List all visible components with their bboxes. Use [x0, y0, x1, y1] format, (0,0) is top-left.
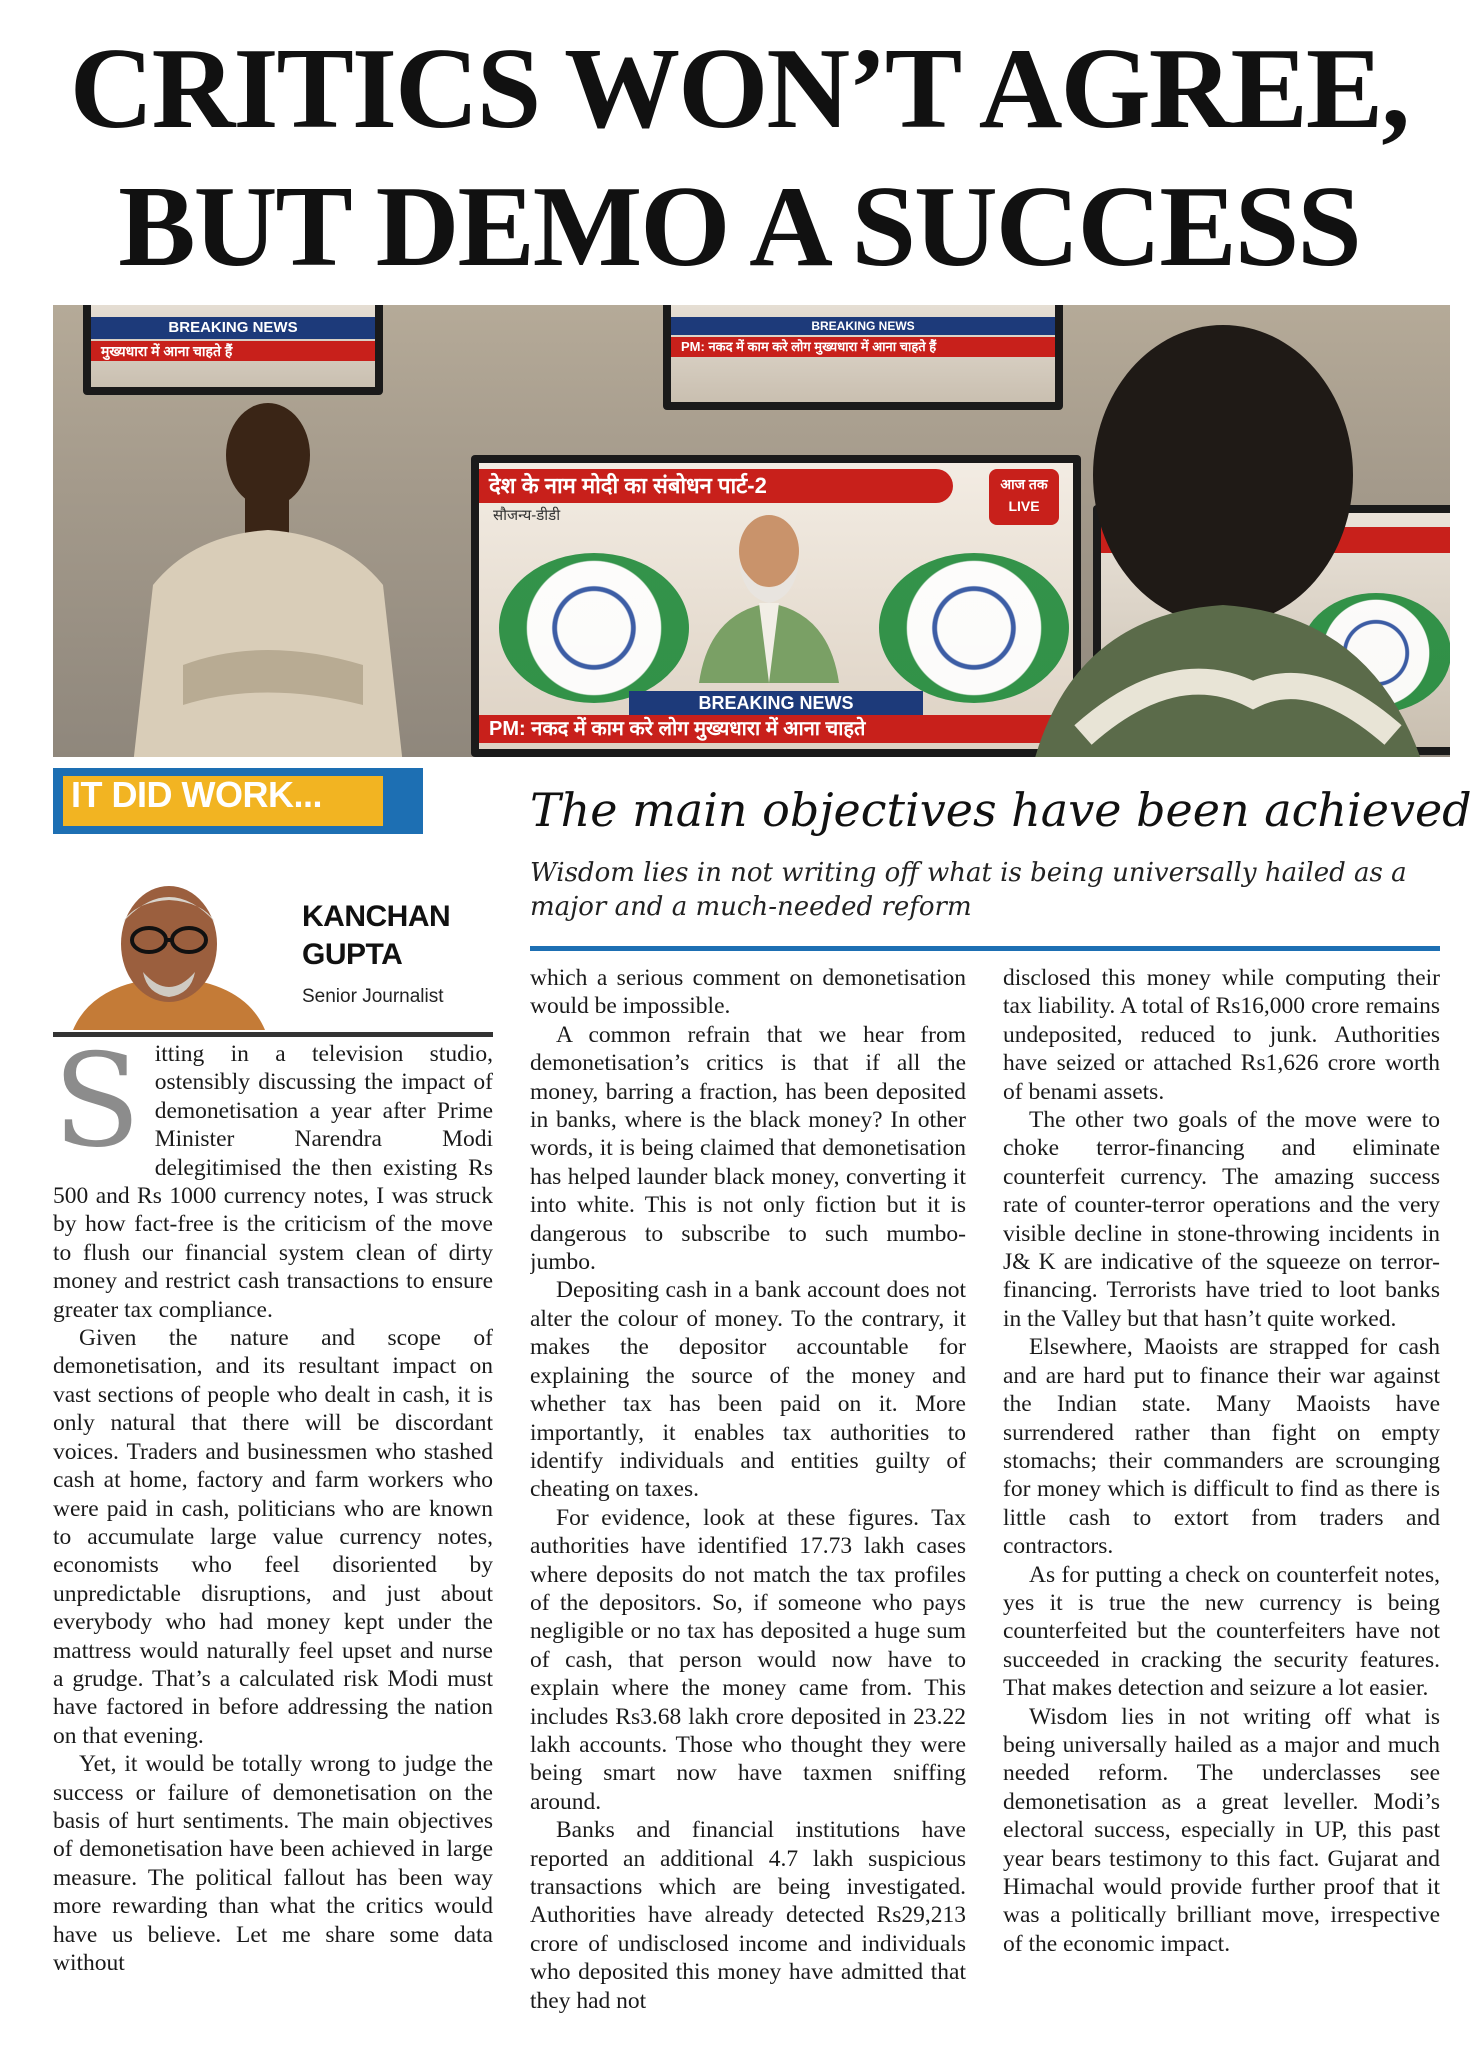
headline-line-1: CRITICS WON’T AGREE, [69, 25, 1409, 153]
author-name-line-1: KANCHAN [302, 900, 451, 933]
paragraph: itting in a television studio, ostensibly discussing the impact of demonetisation a year after Prime Minister Narendra Modi delegitimised the then existing Rs 500 and Rs 1000 currency notes, I was struck by how fact-free is the criticism of the move to flush our financial system clean of dirty money and restrict cash transactions to ensure greater tax compliance. [53, 1041, 493, 1323]
section-tag-label: IT DID WORK... [71, 774, 322, 815]
author-name [302, 898, 450, 974]
headline [0, 20, 1478, 296]
tv-main-logo: आज तक LIVE [989, 469, 1059, 525]
standfirst: Wisdom lies in not writing off what is being universally hailed as a major and a much-needed reform [530, 858, 1407, 922]
paragraph: A common refrain that we hear from demonetisation’s critics is that if all the money, barring a fraction, has been deposited in banks, where is the black money? In other words, it is being claimed that demonetisation has helped launder black money, converting it into white. This is not only fiction but it is dangerous to subscribe to such mumbo-jumbo. [530, 1021, 966, 1276]
paragraph: disclosed this money while computing their tax liability. A total of Rs16,000 crore remains undeposited, reduced to junk. Authorities have seized or attached Rs1,626 crore worth of benami assets. [1003, 965, 1440, 1105]
paragraph: For evidence, look at these figures. Tax authorities have identified 17.73 lakh cases where deposits do not match the tax profiles of the depositors. So, if someone who pays negligible or no tax has deposited a huge sum of cash, that person would now have to explain where the money came from. This includes Rs3.68 lakh crore deposited in 23.22 lakh accounts. Those who thought they were being smart now have taxmen sniffing around. [530, 1504, 966, 1815]
tv-top-left-ticker: मुख्यधारा में आना चाहते हैं [91, 341, 375, 361]
section-tag [53, 768, 423, 834]
paragraph: Banks and financial institutions have reported an additional 4.7 lakh suspicious transactions which are being investigated. Authorities have already detected Rs29,213 crore of undisclosed income and individuals who deposited this money have admitted that they had not [530, 1817, 966, 2014]
article-column-3 [1003, 964, 1440, 2044]
speaker-figure [669, 503, 869, 683]
paragraph: Yet, it would be totally wrong to judge the success or failure of demonetisation on the basis of hurt sentiments. The main objectives of demonetisation have been achieved in large measure. The political fallout has been way more rewarding than what the critics would have us believe. Let me share some data without [53, 1751, 493, 1976]
paragraph: Wisdom lies in not writing off what is being universally hailed as a major and much needed reform. The underclasses see demonetisation as a great leveller. Modi’s electoral success, especially in UP, this past year bears testimony to this fact. Gujarat and Himachal would provide further proof that it was a politically brilliant move, irrespective of the economic impact. [1003, 1703, 1440, 1957]
tv-main-screen [479, 463, 1073, 749]
drop-cap: S [53, 1040, 141, 1176]
tv-main-header: देश के नाम मोदी का संबोधन पार्ट-2 [479, 469, 953, 503]
news-photo [53, 305, 1450, 757]
article-column-2 [530, 964, 966, 2044]
tv-main-source: सौजन्य-डीडी [493, 507, 561, 524]
tv-top-center-ticker: PM: नकद में काम करे लोग मुख्यधारा में आना चाहते हैं [671, 337, 1055, 357]
sub-headline: The main objectives have been achieved [530, 783, 1472, 837]
paragraph: Given the nature and scope of demonetisation, and its resultant impact on vast sections of people who dealt in cash, it is only natural that there will be discordant voices. Traders and businessmen who stashed cash at home, factory and farm workers who were paid in cash, politicians who are known to accumulate large value currency notes, economists who feel disoriented by unpredictable disruptions, and just about everybody who had money kept under the mattress would naturally feel upset and nurse a grudge. That’s a calculated risk Modi must have factored in before addressing the nation on that evening. [53, 1325, 493, 1749]
tv-main [471, 455, 1081, 757]
author-role: Senior Journalist [302, 986, 444, 1007]
paragraph: which a serious comment on demonetisation would be impossible. [530, 965, 966, 1020]
flag-left [499, 553, 689, 703]
person-left [73, 365, 473, 757]
headline-line-2: BUT DEMO A SUCCESS [118, 163, 1360, 291]
author-name-line-2: GUPTA [302, 938, 403, 971]
author-divider [53, 1032, 493, 1037]
standfirst-divider [530, 946, 1440, 951]
author-photo [53, 872, 285, 1030]
paragraph: Depositing cash in a bank account does not alter the colour of money. To the contrary, it makes the depositor accountable for explaining the source of the money and whether tax has been paid on it. More importantly, it enables tax authorities to identify individuals and entities guilty of cheating on taxes. [530, 1277, 966, 1503]
paragraph: Elsewhere, Maoists are strapped for cash and are hard put to finance their war against the Indian state. Many Maoists have surrendered rather than fight on empty stomachs; their commanders are scrounging for money which is difficult to find as there is little cash to extort from traders and contractors. [1003, 1334, 1440, 1560]
tv-top-center-bar: BREAKING NEWS [671, 317, 1055, 335]
author-portrait [53, 872, 285, 1030]
paragraph: The other two goals of the move were to choke terror-financing and eliminate counterfeit currency. The amazing success rate of counter-terror operations and the very visible decline in stone-throwing incidents in J& K are indicative of the squeeze on terror-financing. Terrorists have tried to loot banks in the Valley but that hasn’t quite worked. [1003, 1107, 1440, 1332]
paragraph: As for putting a check on counterfeit notes, yes it is true the new currency is being counterfeited but the counterfeiters have not succeeded in cracking the security features. That makes detection and seizure a lot easier. [1003, 1561, 1440, 1702]
article-column-1 [53, 1040, 493, 2044]
tv-main-bar: BREAKING NEWS [629, 691, 923, 715]
person-right [993, 315, 1450, 757]
tv-top-left-bar: BREAKING NEWS [91, 317, 375, 339]
tv-main-ticker: PM: नकद में काम करे लोग मुख्यधारा में आना चाहते [479, 715, 1073, 743]
